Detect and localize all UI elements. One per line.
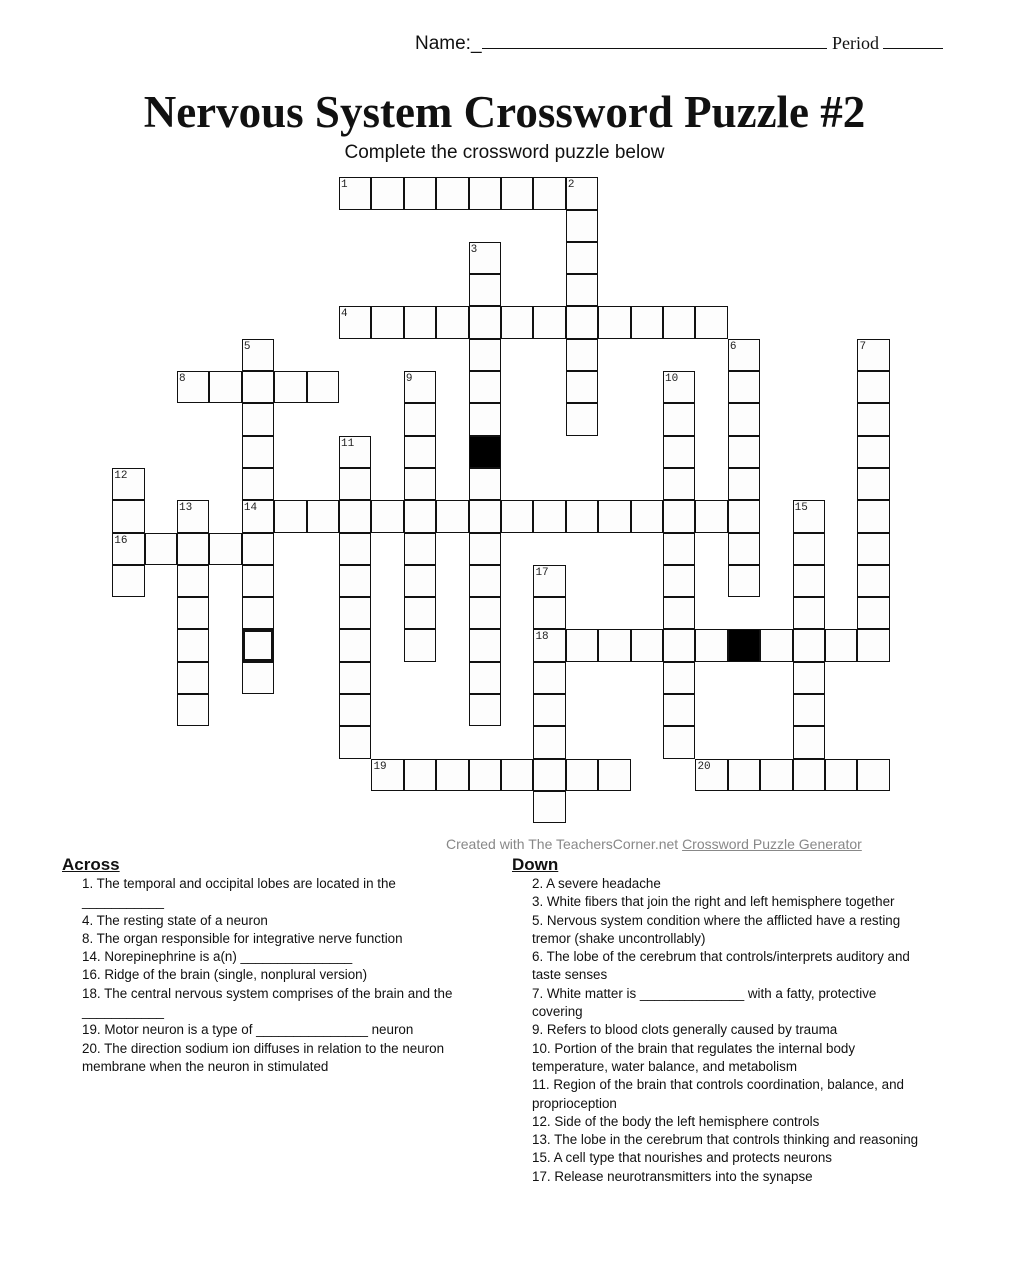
grid-cell[interactable]	[793, 565, 825, 597]
period-blank[interactable]	[883, 32, 943, 49]
grid-cell[interactable]	[242, 403, 274, 435]
grid-cell[interactable]	[695, 500, 727, 532]
grid-cell[interactable]	[793, 694, 825, 726]
grid-cell[interactable]	[404, 533, 436, 565]
grid-cell[interactable]	[404, 468, 436, 500]
grid-cell[interactable]	[177, 565, 209, 597]
credit-text: Created with The TeachersCorner.net	[446, 836, 683, 852]
grid-cell[interactable]	[404, 436, 436, 468]
grid-cell[interactable]	[501, 759, 533, 791]
grid-cell[interactable]	[533, 597, 565, 629]
grid-cell[interactable]	[663, 726, 695, 758]
clue-across: 8. The organ responsible for integrative nerve function	[82, 930, 403, 946]
clue-across: 1. The temporal and occipital lobes are located in the ___________	[82, 876, 396, 910]
name-blank[interactable]	[482, 30, 827, 49]
grid-cell[interactable]	[533, 694, 565, 726]
grid-cell[interactable]	[728, 371, 760, 403]
generator-link[interactable]: Crossword Puzzle Generator	[682, 836, 862, 852]
grid-cell[interactable]	[242, 500, 274, 532]
page-title: Nervous System Crossword Puzzle #2	[143, 87, 866, 137]
grid-cell[interactable]	[598, 306, 630, 338]
grid-cell[interactable]	[469, 597, 501, 629]
grid-cell[interactable]	[663, 629, 695, 661]
grid-cell[interactable]	[793, 759, 825, 791]
grid-cell[interactable]	[663, 694, 695, 726]
clue-down: 9. Refers to blood clots generally caused by trauma	[532, 1022, 838, 1038]
grid-cell[interactable]	[857, 533, 889, 565]
grid-cell[interactable]	[728, 533, 760, 565]
grid-cell[interactable]	[242, 565, 274, 597]
grid-cell[interactable]	[728, 759, 760, 791]
grid-cell[interactable]	[793, 726, 825, 758]
grid-cell[interactable]	[209, 533, 241, 565]
grid-cell[interactable]	[825, 629, 857, 661]
grid-cell[interactable]	[663, 371, 695, 403]
clue-number: 18	[535, 631, 549, 644]
grid-cell[interactable]	[177, 662, 209, 694]
grid-cell[interactable]	[566, 210, 598, 242]
grid-cell[interactable]	[566, 371, 598, 403]
grid-cell[interactable]	[825, 759, 857, 791]
grid-cell[interactable]	[566, 242, 598, 274]
clue-across: 4. The resting state of a neuron	[82, 912, 268, 928]
grid-cell[interactable]	[371, 500, 403, 532]
clue-number: 6	[729, 340, 737, 353]
grid-cell[interactable]	[793, 533, 825, 565]
period-label: Period	[832, 33, 879, 53]
grid-cell[interactable]	[566, 339, 598, 371]
grid-cell[interactable]	[857, 629, 889, 661]
grid-cell[interactable]	[533, 662, 565, 694]
grid-cell[interactable]	[371, 177, 403, 209]
clue-number: 16	[114, 534, 128, 547]
grid-cell[interactable]	[857, 597, 889, 629]
grid-cell[interactable]	[469, 533, 501, 565]
grid-cell[interactable]	[209, 371, 241, 403]
grid-cell[interactable]	[728, 403, 760, 435]
grid-cell[interactable]	[566, 177, 598, 209]
clue-across: 19. Motor neuron is a type of _______________ neuron	[82, 1022, 414, 1038]
grid-cell[interactable]	[177, 629, 209, 661]
grid-cell[interactable]	[598, 759, 630, 791]
grid-cell[interactable]	[631, 629, 663, 661]
grid-cell[interactable]	[566, 629, 598, 661]
grid-cell[interactable]	[339, 694, 371, 726]
grid-cell[interactable]	[663, 306, 695, 338]
grid-cell[interactable]	[307, 371, 339, 403]
grid-cell[interactable]	[339, 533, 371, 565]
grid-cell[interactable]	[501, 177, 533, 209]
clue-number: 7	[859, 340, 867, 353]
clue-down: 3. White fibers that join the right and left hemisphere together	[532, 894, 895, 910]
clue-down: 12. Side of the body the left hemisphere controls	[532, 1113, 820, 1129]
clue-down: 6. The lobe of the cerebrum that controls/interprets auditory and taste senses	[532, 949, 910, 983]
grid-cell[interactable]	[339, 662, 371, 694]
grid-cell[interactable]	[793, 500, 825, 532]
grid-cell[interactable]	[339, 500, 371, 532]
grid-cell[interactable]	[112, 500, 144, 532]
grid-cell[interactable]	[598, 500, 630, 532]
clue-down: 2. A severe headache	[532, 876, 661, 891]
clue-down: 15. A cell type that nourishes and protects neurons	[532, 1150, 832, 1166]
across-clues	[82, 875, 477, 1076]
grid-cell[interactable]	[177, 500, 209, 532]
grid-cell[interactable]	[339, 597, 371, 629]
grid-cell[interactable]	[663, 436, 695, 468]
clue-number: 17	[535, 566, 549, 579]
grid-cell[interactable]	[469, 662, 501, 694]
grid-cell[interactable]	[631, 500, 663, 532]
grid-cell[interactable]	[533, 629, 565, 661]
grid-cell[interactable]	[339, 726, 371, 758]
grid-cell[interactable]	[663, 597, 695, 629]
clue-number: 5	[243, 340, 251, 353]
clue-number: 9	[405, 373, 413, 386]
grid-cell[interactable]	[533, 565, 565, 597]
grid-cell[interactable]	[857, 371, 889, 403]
clue-number: 4	[341, 308, 348, 321]
grid-cell[interactable]	[793, 629, 825, 661]
clue-across: 20. The direction sodium ion diffuses in relation to the neuron membrane when the neuron in stimulated	[82, 1040, 445, 1074]
clue-across: 16. Ridge of the brain (single, nonplural version)	[82, 967, 368, 983]
grid-cell[interactable]	[242, 436, 274, 468]
grid-cell[interactable]	[339, 629, 371, 661]
grid-cell[interactable]	[371, 306, 403, 338]
grid-cell[interactable]	[566, 403, 598, 435]
grid-cell[interactable]	[404, 629, 436, 661]
grid-cell[interactable]	[728, 565, 760, 597]
grid-cell[interactable]	[242, 468, 274, 500]
grid-cell[interactable]	[663, 403, 695, 435]
grid-cell[interactable]	[242, 533, 274, 565]
grid-cell[interactable]	[598, 629, 630, 661]
grid-cell[interactable]	[857, 759, 889, 791]
grid-cell[interactable]	[793, 662, 825, 694]
grid-cell[interactable]	[339, 468, 371, 500]
grid-cell[interactable]	[663, 500, 695, 532]
grid-cell[interactable]	[469, 339, 501, 371]
grid-cell[interactable]	[663, 468, 695, 500]
grid-cell[interactable]	[371, 759, 403, 791]
grid-cell[interactable]	[469, 242, 501, 274]
grid-cell[interactable]	[793, 597, 825, 629]
grid-cell[interactable]	[695, 306, 727, 338]
grid-cell[interactable]	[533, 177, 565, 209]
grid-cell[interactable]	[857, 339, 889, 371]
grid-cell[interactable]	[339, 177, 371, 209]
grid-cell[interactable]	[501, 306, 533, 338]
grid-cell[interactable]	[469, 759, 501, 791]
clue-number: 20	[697, 760, 711, 773]
grid-cell[interactable]	[663, 533, 695, 565]
grid-cell[interactable]	[760, 629, 792, 661]
grid-cell[interactable]	[404, 597, 436, 629]
clue-number: 1	[341, 179, 348, 192]
grid-cell[interactable]	[436, 306, 468, 338]
grid-cell[interactable]	[469, 403, 501, 435]
generator-credit	[446, 836, 862, 852]
grid-cell[interactable]	[695, 629, 727, 661]
grid-cell[interactable]	[469, 177, 501, 209]
grid-cell[interactable]	[242, 339, 274, 371]
clue-number: 14	[243, 502, 258, 515]
grid-cell[interactable]	[728, 468, 760, 500]
name-field[interactable]	[415, 30, 827, 55]
clue-number: 19	[373, 760, 387, 773]
grid-cell[interactable]	[177, 533, 209, 565]
clue-down: 7. White matter is ______________ with a fatty, protective covering	[532, 985, 877, 1020]
clue-across: 14. Norepinephrine is a(n) _______________	[82, 949, 353, 965]
grid-cell[interactable]	[469, 565, 501, 597]
grid-cell[interactable]	[857, 565, 889, 597]
grid-cell[interactable]	[566, 759, 598, 791]
grid-cell[interactable]	[728, 436, 760, 468]
grid-cell[interactable]	[242, 371, 274, 403]
grid-cell[interactable]	[436, 759, 468, 791]
grid-cell[interactable]	[339, 436, 371, 468]
grid-cell[interactable]	[274, 371, 306, 403]
grid-cell[interactable]	[566, 306, 598, 338]
grid-cell[interactable]	[436, 500, 468, 532]
grid-cell[interactable]	[404, 371, 436, 403]
grid-cell[interactable]	[242, 597, 274, 629]
grid-cell[interactable]	[469, 694, 501, 726]
grid-cell[interactable]	[404, 306, 436, 338]
grid-cell[interactable]	[404, 759, 436, 791]
grid-cell[interactable]	[857, 403, 889, 435]
period-field[interactable]	[832, 32, 943, 54]
down-clues	[532, 875, 927, 1186]
grid-cell[interactable]	[404, 177, 436, 209]
grid-cell[interactable]	[663, 565, 695, 597]
grid-cell[interactable]	[307, 500, 339, 532]
grid-cell[interactable]	[469, 371, 501, 403]
grid-cell[interactable]	[566, 274, 598, 306]
clue-number: 10	[665, 373, 679, 386]
clue-down: 17. Release neurotransmitters into the synapse	[532, 1168, 813, 1184]
grid-cell[interactable]	[728, 339, 760, 371]
grid-cell[interactable]	[404, 565, 436, 597]
grid-cell[interactable]	[501, 500, 533, 532]
grid-cell[interactable]	[436, 177, 468, 209]
grid-cell[interactable]	[533, 306, 565, 338]
grid-cell[interactable]	[145, 533, 177, 565]
grid-cell[interactable]	[469, 468, 501, 500]
grid-cell[interactable]	[631, 306, 663, 338]
clue-number: 13	[179, 502, 193, 515]
grid-cell[interactable]	[469, 274, 501, 306]
clue-number: 8	[179, 373, 186, 386]
grid-cell[interactable]	[663, 662, 695, 694]
clue-down: 10. Portion of the brain that regulates the internal body temperature, water balance, and metabolism	[532, 1040, 856, 1074]
clue-number: 12	[114, 469, 128, 482]
grid-cell[interactable]	[533, 500, 565, 532]
grid-cell[interactable]	[404, 403, 436, 435]
grid-cell[interactable]	[112, 533, 144, 565]
name-label: Name:_	[415, 33, 482, 54]
grid-cell[interactable]	[469, 629, 501, 661]
clue-number: 2	[567, 179, 575, 192]
grid-cell[interactable]	[177, 694, 209, 726]
clue-number: 3	[470, 243, 478, 256]
grid-cell[interactable]	[728, 500, 760, 532]
grid-cell[interactable]	[469, 306, 501, 338]
grid-cell[interactable]	[857, 468, 889, 500]
clue-number: 11	[341, 437, 355, 450]
grid-cell[interactable]	[533, 759, 565, 791]
clue-down: 11. Region of the brain that controls coordination, balance, and proprioception	[532, 1077, 904, 1111]
clue-across: 18. The central nervous system comprises of the brain and the ___________	[82, 985, 453, 1020]
clue-down: 5. Nervous system condition where the afflicted have a resting tremor (shake uncontrollably)	[532, 912, 901, 946]
grid-cell[interactable]	[469, 500, 501, 532]
grid-cell[interactable]	[112, 468, 144, 500]
across-heading: Across	[62, 855, 120, 874]
grid-cell[interactable]	[566, 500, 598, 532]
grid-cell[interactable]	[339, 306, 371, 338]
grid-cell[interactable]	[177, 371, 209, 403]
grid-cell[interactable]	[857, 436, 889, 468]
grid-cell[interactable]	[177, 597, 209, 629]
grid-cell[interactable]	[242, 662, 274, 694]
grid-cell[interactable]	[404, 500, 436, 532]
grid-cell[interactable]	[274, 500, 306, 532]
down-heading: Down	[512, 855, 559, 874]
clue-down: 13. The lobe in the cerebrum that controls thinking and reasoning	[532, 1132, 919, 1148]
grid-cell[interactable]	[339, 565, 371, 597]
grid-cell[interactable]	[533, 791, 565, 823]
grid-cell[interactable]	[695, 759, 727, 791]
grid-cell[interactable]	[112, 565, 144, 597]
black-cell	[469, 436, 501, 468]
instructions: Complete the crossword puzzle below	[344, 142, 665, 163]
clue-number: 15	[794, 502, 808, 515]
grid-cell[interactable]	[242, 629, 274, 661]
grid-cell[interactable]	[760, 759, 792, 791]
grid-cell[interactable]	[857, 500, 889, 532]
grid-cell[interactable]	[533, 726, 565, 758]
black-cell	[728, 629, 760, 661]
